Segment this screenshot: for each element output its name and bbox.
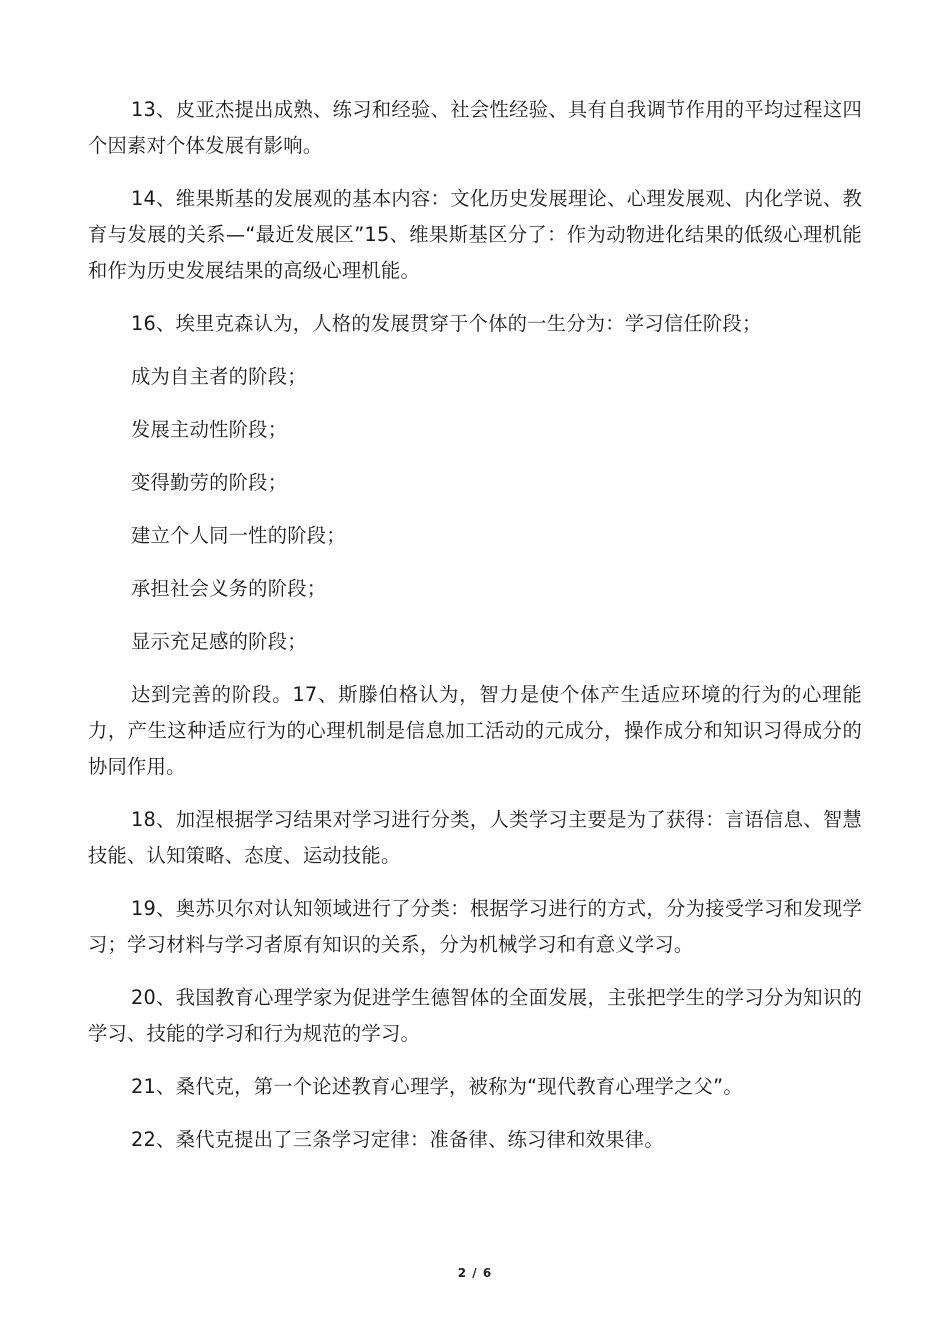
paragraph-13: 13、皮亚杰提出成熟、练习和经验、社会性经验、具有自我调节作用的平均过程这四个因素对个体发展有影响。: [88, 98, 862, 157]
paragraph-17: 达到完善的阶段。17、斯滕伯格认为，智力是使个体产生适应环境的行为的心理能力，产生这种适应行为的心理机制是信息加工活动的元成分，操作成分和知识习得成分的协同作用。: [88, 683, 862, 778]
paragraph-14-15: 14、维果斯基的发展观的基本内容：文化历史发展理论、心理发展观、内化学说、教育与发展的关系—“最近发展区”15、维果斯基区分了：作为动物进化结果的低级心理机能和作为历史发展结果的高级心理机能。: [88, 187, 862, 282]
paragraph-19: 19、奥苏贝尔对认知领域进行了分类：根据学习进行的方式，分为接受学习和发现学习；学习材料与学习者原有知识的关系，分为机械学习和有意义学习。: [88, 897, 862, 956]
document-body: [88, 92, 862, 1175]
stage-item: 显示充足感的阶段；: [131, 630, 307, 653]
paragraph-18: 18、加涅根据学习结果对学习进行分类，人类学习主要是为了获得：言语信息、智慧技能、认知策略、态度、运动技能。: [88, 808, 862, 867]
stage-item: 发展主动性阶段；: [131, 418, 288, 441]
paragraph-16: 16、埃里克森认为，人格的发展贯穿于个体的一生分为：学习信任阶段；: [131, 312, 762, 335]
paragraph-20: 20、我国教育心理学家为促进学生德智体的全面发展，主张把学生的学习分为知识的学习、技能的学习和行为规范的学习。: [88, 986, 862, 1045]
stage-item: 承担社会义务的阶段；: [131, 577, 327, 600]
page-number: 2 / 6: [457, 1266, 493, 1280]
stage-item: 建立个人同一性的阶段；: [131, 524, 346, 547]
stage-item: 变得勤劳的阶段；: [131, 471, 288, 494]
paragraph-21: 21、桑代克，第一个论述教育心理学，被称为“现代教育心理学之父”。: [131, 1075, 743, 1098]
stage-item: 成为自主者的阶段；: [131, 365, 307, 388]
paragraph-22: 22、桑代克提出了三条学习定律：准备律、练习律和效果律。: [131, 1128, 664, 1151]
